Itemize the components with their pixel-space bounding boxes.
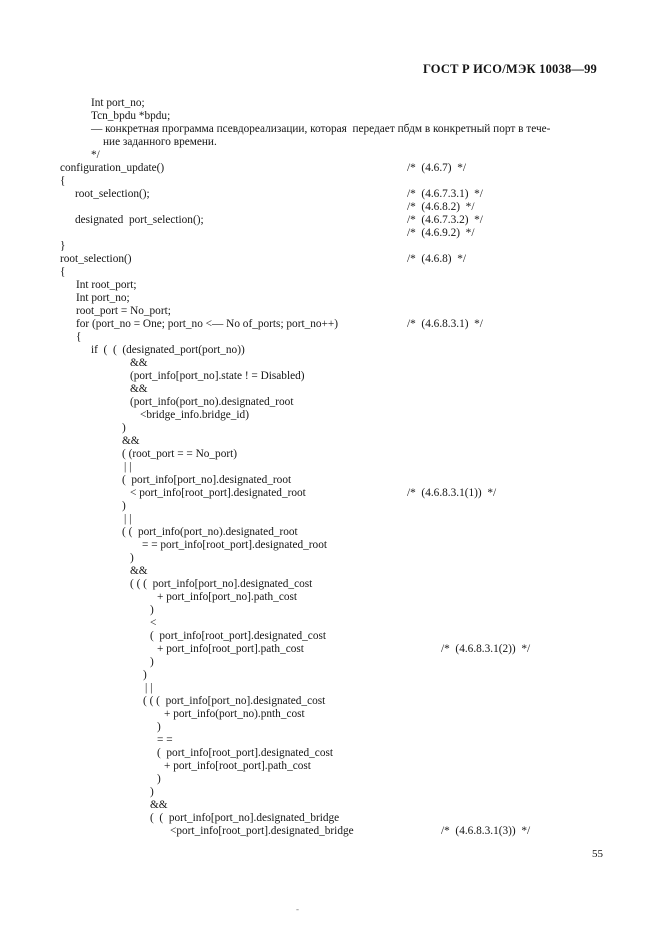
code-line: ( ( port_info[port_no].designated_bridge xyxy=(150,812,340,824)
code-line: configuration_update() xyxy=(60,162,165,174)
code-line: && xyxy=(122,435,140,447)
code-line: ) xyxy=(143,669,147,681)
code-comment: /* (4.6.8.3.1(1)) */ xyxy=(407,487,497,499)
code-line: root_port = No_port; xyxy=(76,305,171,317)
code-comment: /* (4.6.8.3.1) */ xyxy=(407,318,483,330)
code-line: Int root_port; xyxy=(76,279,137,291)
code-line: | | xyxy=(124,513,132,525)
code-line: ( port_info[root_port].designated_cost xyxy=(150,630,327,642)
code-line: && xyxy=(130,357,148,369)
code-line: + port_info[port_no].path_cost xyxy=(157,591,298,603)
code-line: { xyxy=(60,266,66,278)
code-line: ( ( port_info(port_no).designated_root xyxy=(122,526,298,538)
code-line: (port_info[port_no].state ! = Disabled) xyxy=(130,370,305,382)
code-line: root_selection(); xyxy=(75,188,150,200)
code-comment: /* (4.6.9.2) */ xyxy=(407,227,475,239)
code-line: ) xyxy=(150,604,154,616)
code-line: | | xyxy=(124,461,132,473)
code-line: Tcn_bpdu *bpdu; xyxy=(91,110,171,122)
code-line: | | xyxy=(145,682,153,694)
code-line: && xyxy=(130,383,148,395)
code-line: ) xyxy=(150,786,154,798)
code-line: { xyxy=(60,175,66,187)
code-line: (port_info(port_no).designated_root xyxy=(130,396,294,408)
code-line: + port_info(port_no).pnth_cost xyxy=(164,708,305,720)
code-line: ( (root_port = = No_port) xyxy=(122,448,238,460)
code-line: ) xyxy=(122,500,126,512)
page-number: 55 xyxy=(592,848,603,860)
footer-mark: - xyxy=(296,904,299,914)
code-line: <bridge_info.bridge_id) xyxy=(140,409,249,421)
code-line: ) xyxy=(157,773,161,785)
code-line: && xyxy=(150,799,168,811)
code-comment: /* (4.6.7) */ xyxy=(407,162,466,174)
code-line: Int port_no; xyxy=(91,97,145,109)
code-line: ( port_info[port_no].designated_root xyxy=(122,474,292,486)
code-comment: /* (4.6.8) */ xyxy=(407,253,466,265)
code-line: */ xyxy=(91,149,100,161)
document-header: ГОСТ Р ИСО/МЭК 10038—99 xyxy=(422,62,597,76)
code-line: for (port_no = One; port_no <— No of_ports; port_no++) xyxy=(76,318,339,330)
code-line: = = port_info[root_port].designated_root xyxy=(142,539,327,551)
code-line: < port_info[root_port].designated_root xyxy=(130,487,306,499)
code-line: ( ( ( port_info[port_no].designated_cost xyxy=(143,695,326,707)
code-line: <port_info[root_port].designated_bridge xyxy=(170,825,354,837)
code-comment: /* (4.6.7.3.1) */ xyxy=(407,188,483,200)
code-comment: /* (4.6.8.3.1(2)) */ xyxy=(441,643,531,655)
code-line: + port_info[root_port].path_cost xyxy=(157,643,304,655)
code-line: ) xyxy=(157,721,161,733)
code-comment: /* (4.6.7.3.2) */ xyxy=(407,214,483,226)
code-line: if ( ( (designated_port(port_no)) xyxy=(91,344,245,356)
code-line: Int port_no; xyxy=(76,292,130,304)
code-line: + port_info[root_port].path_cost xyxy=(164,760,311,772)
code-comment: /* (4.6.8.3.1(3)) */ xyxy=(441,825,531,837)
code-line: } xyxy=(60,240,66,252)
code-line: < xyxy=(150,617,157,629)
code-line: root_selection() xyxy=(60,253,132,265)
code-line: ) xyxy=(130,552,134,564)
code-line: && xyxy=(130,565,148,577)
code-line: { xyxy=(76,331,82,343)
code-line: ( ( ( port_info[port_no].designated_cost xyxy=(130,578,313,590)
code-line: ) xyxy=(122,422,126,434)
code-line: ( port_info[root_port].designated_cost xyxy=(157,747,334,759)
code-line: ние заданного времени. xyxy=(103,136,217,148)
code-line: = = xyxy=(157,734,173,746)
code-line: ) xyxy=(150,656,154,668)
code-comment: /* (4.6.8.2) */ xyxy=(407,201,475,213)
code-line: — конкретная программа псевдореализации, которая передает пбдм в конкретный порт в тече- xyxy=(91,123,551,135)
code-line: designated port_selection(); xyxy=(75,214,204,226)
